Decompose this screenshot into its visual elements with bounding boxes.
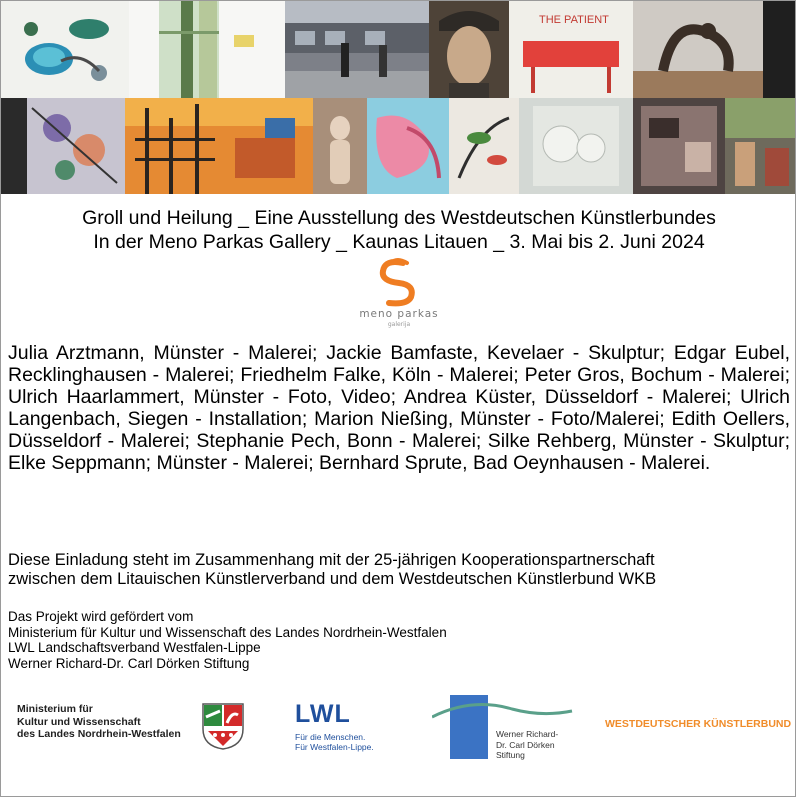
dark-collage-icon [633,98,725,194]
pink-floral-icon [367,98,449,194]
meno-parkas-logo [341,257,457,327]
meno-parkas-sub: galerija [387,321,411,328]
tile-figure-sculpture [313,98,367,194]
nrw-coat-of-arms-icon [200,701,246,751]
tile-green-abstract [129,1,285,98]
figure-sculpture-icon [313,98,367,194]
headline-venue-dates: In der Meno Parkas Gallery _ Kaunas Litauen _ 3. Mai bis 2. Juni 2024 [93,231,705,253]
tile-dark-edge-left [1,98,27,194]
ministerium-line-2: Kultur und Wissenschaft [17,715,141,728]
tile-the-patient-painting [509,1,633,98]
tile-glass-sculpture [1,1,129,98]
tile-street-collage [725,98,796,194]
portrait-painting-icon [429,1,509,98]
funding-sponsor-lwl: LWL Landschaftsverband Westfalen-Lippe [8,640,261,655]
tile-dark-edge [763,1,796,98]
doerken-stiftung-logo [432,691,582,763]
patient-painting-icon [509,1,633,98]
tile-colorful-abstract [27,98,125,194]
ministerium-logo [17,703,181,741]
lwl-logo [295,701,374,752]
white-relief-icon [519,98,633,194]
artists-list: Julia Arztmann, Münster - Malerei; Jackie Bamfaste, Kevelaer - Skulptur; Edgar Eubel, Recklinghausen - Malerei; Friedhelm Falke, Köln - Malerei; Peter Gros, Bochum - Malerei; Ulrich Haarlammert, Münster - Foto, Video; Andrea Küster, Düsseldorf - Malerei; Ulrich Langenbach, Siegen - Installation; Marion Nießing, Münster - Foto/Malerei; Edith Oellers, Düsseldorf - Malerei; Stephanie Pech, Bonn - Malerei; Silke Rehberg, Münster - Skulptur; Elke Seppmann; Münster - Malerei; Bernhard Sprute, Bad Oeynhausen - Malerei. [8,342,790,474]
ministerium-line-3: des Landes Nordrhein-Westfalen [17,728,181,740]
orange-installation-icon [125,98,313,194]
lwl-logo-main: LWL [295,700,351,728]
leaf-collage-icon [449,98,519,194]
tile-white-relief [519,98,633,194]
lwl-logo-sub1: Für die Menschen. [295,732,366,742]
colorful-abstract-icon [27,98,125,194]
tile-orange-installation [125,98,313,194]
headline-title: Groll und Heilung _ Eine Ausstellung des Westdeutschen Künstlerbundes [82,207,716,229]
funding-intro: Das Projekt wird gefördert vom [8,609,194,624]
doerken-line-2: Dr. Carl Dörken [496,739,555,750]
meno-parkas-mark-icon [341,257,457,307]
funding-sponsor-ministerium: Ministerium für Kultur und Wissenschaft des Landes Nordrhein-Westfalen [8,624,447,640]
subway-photo-icon [285,1,429,98]
tile-leaf-collage [449,98,519,194]
tile-dark-collage [633,98,725,194]
tile-subway-photo [285,1,429,98]
lwl-logo-sub2: Für Westfalen-Lippe. [295,742,374,752]
invitation-line-1: Diese Einladung steht im Zusammenhang mit der 25-jährigen Kooperationspartnerschaft [8,551,655,569]
tile-portrait-painting [429,1,509,98]
invitation-note [8,551,796,589]
wkb-logo: WESTDEUTSCHER KÜNSTLERBUND [605,718,792,730]
street-collage-icon [725,98,796,194]
artwork-strip-top [1,1,796,98]
patient-caption: THE PATIENT [539,14,609,26]
funding-block [8,609,447,671]
glass-sculpture-icon [1,1,129,98]
invitation-line-2: zwischen dem Litauischen Künstlerverband und dem Westdeutschen Künstlerbund WKB [8,570,657,588]
tile-pink-floral [367,98,449,194]
doerken-line-1: Werner Richard- [496,729,559,739]
funding-sponsor-doerken: Werner Richard-Dr. Carl Dörken Stiftung [8,655,250,671]
artwork-strip-bottom [1,98,796,194]
tile-bronze-sculpture [633,1,763,98]
bronze-sculpture-icon [633,1,763,98]
meno-parkas-name: meno parkas [359,308,439,320]
doerken-line-3: Stiftung [496,750,525,760]
ministerium-line-1: Ministerium für [17,703,93,715]
green-abstract-icon [129,1,285,98]
doerken-text [496,729,558,761]
